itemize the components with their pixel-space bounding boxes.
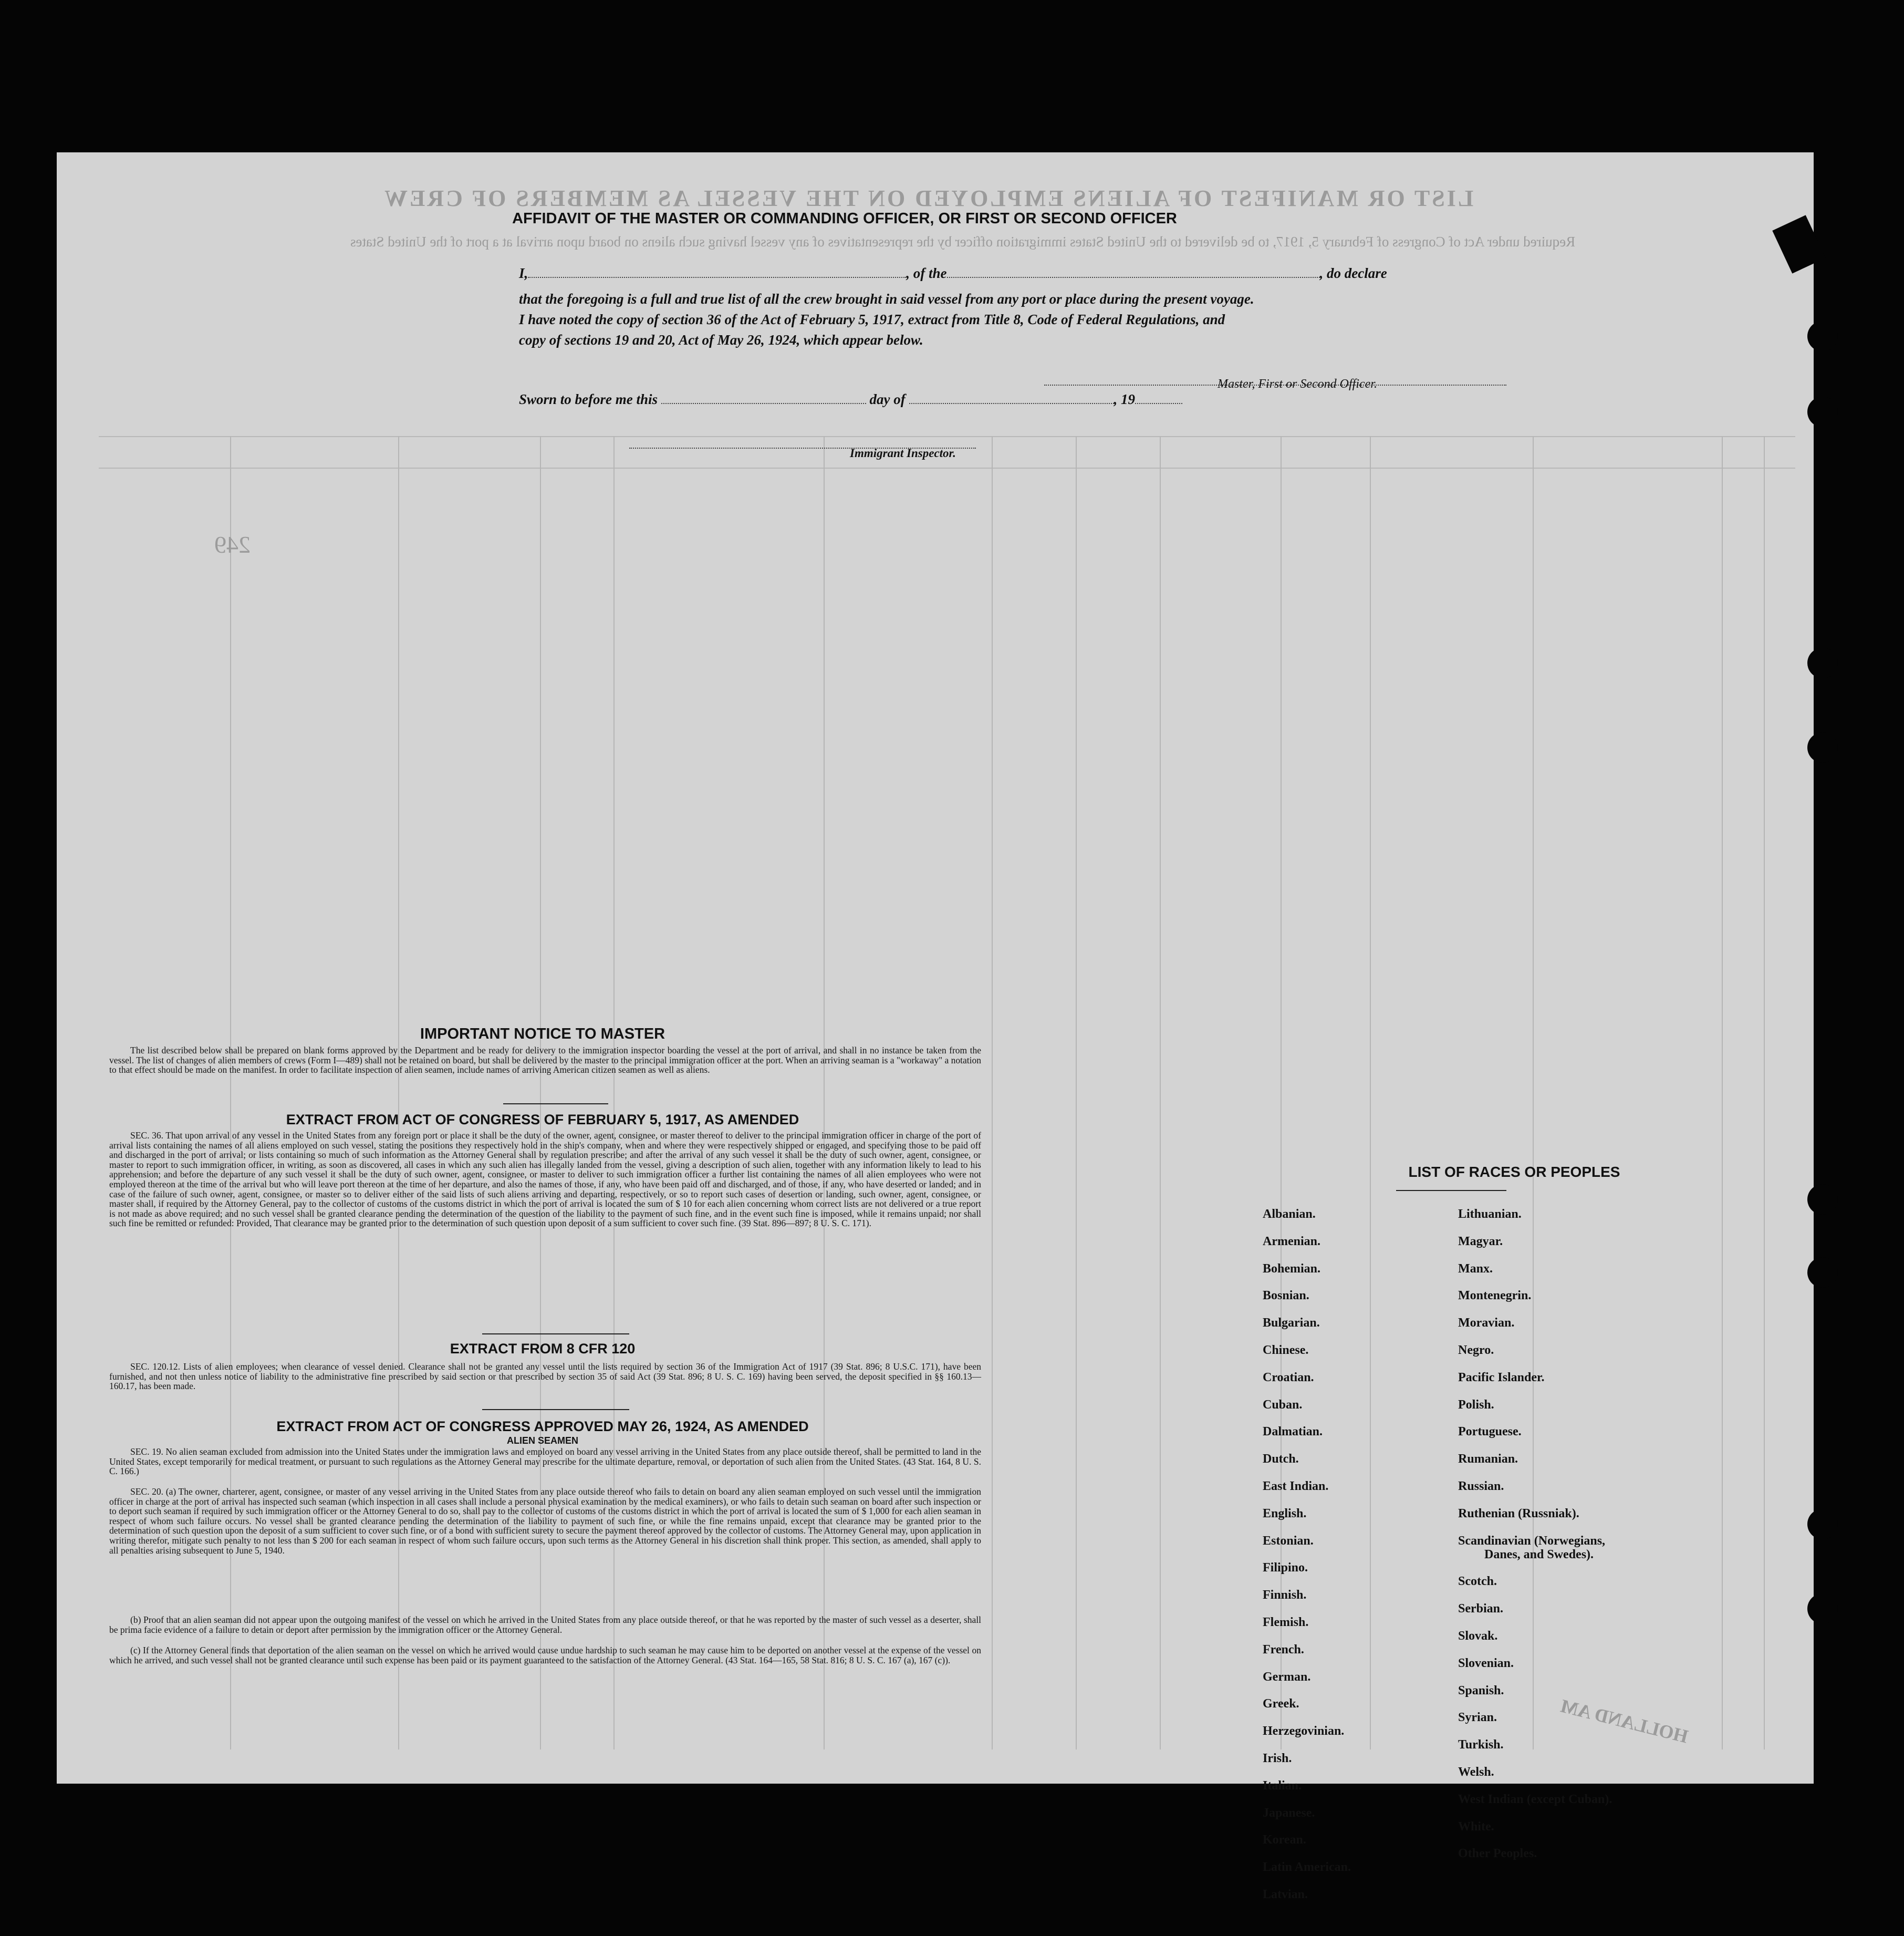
extract-cfr-title: EXTRACT FROM 8 CFR 120: [450, 1341, 636, 1357]
race-item: Cuban.: [1263, 1397, 1303, 1412]
race-item: Rumanian.: [1458, 1452, 1518, 1466]
race-item: Albanian.: [1263, 1207, 1316, 1221]
extract-1924-sec19: SEC. 19. No alien seaman excluded from admission into the United States under the immigration laws and employed on board any vessel arriving in the United States from any place outside thereof, shall be permitted to land in the United States, except temporarily for medical treatment, or pursuant to such regulations as the Attorney General may prescribe for the ultimate departure, removal, or deportation of such alien from the United States. (43 Stat. 164, 8 U. S. C. 166.): [109, 1446, 981, 1477]
races-divider: [1396, 1190, 1506, 1191]
notice-text: The list described below shall be prepared on blank forms approved by the Department and be ready for delivery to the immigration inspector boarding the vessel at the port of arrival, and shall in no instance be taken from the vessel. The list of changes of alien members of crews (Form I—489) shall not be retained on board, but shall be delivered by the master to the principal immigration officer at the port. When an arriving seaman is a "workaway" a notation to that effect should be made on the manifest. In order to facilitate inspection of alien seamen, include names of arriving American citizen seamen as well as aliens.: [109, 1045, 981, 1075]
table-column-rule: [1160, 436, 1161, 1749]
day-of-label: day of: [869, 391, 906, 407]
race-item: Slovak.: [1458, 1629, 1498, 1643]
race-item: Negro.: [1458, 1343, 1494, 1357]
bleed-through-subtitle: Required under Act of Congress of February 5, 1917, to be delivered to the United States immigration officer by the representatives of any vessel having such aliens on board upon arrival at a port of the United States: [350, 234, 1576, 250]
declaration-of-the: , of the: [906, 265, 947, 281]
binder-hole: [1807, 1257, 1838, 1288]
extract-1917-text: SEC. 36. That upon arrival of any vessel in the United States from any foreign port or place it shall be the duty of the owner, agent, consignee, or master thereof to deliver to the principal immigration officer in charge of the port of arrival lists containing the names of all aliens employed on such vessel, stating the positions they respectively hold in the ship's company, when and where they were respectively shipped or engaged, and specifying those to be paid off and discharged in the port of arrival; or lists containing so much of such information as the Attorney General shall by regulation prescribe; and after the arrival of any such vessel it shall be the duty of such owner, agent, consignee, or master to report to such immigration officer, in writing, as soon as discovered, all cases in which any such alien has illegally landed from the vessel, giving a description of such alien, together with any information likely to lead to his apprehension; and before the departure of any such vessel it shall be the duty of such owner, agent, consignee, or master to deliver to such immigration officer a further list containing the names of all alien employees who were not employed thereon at the time of the arrival but who will leave port thereon at the time of her departure, and also the names of those, if any, who have been paid off and discharged, and of those, if any, who have deserted or landed; and in case of the failure of such owner, agent, consignee, or master so to deliver either of the said lists of such aliens arriving and departing, respectively, or so to report such cases of desertion or landing, such owner, agent, consignee, or master shall, if required by the Attorney General, pay to the collector of customs of the customs district in which the port of arrival is located the sum of $ 10 for each alien concerning whom correct lists are not delivered or a true report is not made as above required; and no such vessel shall be granted clearance pending the determination of the question of the liability to the payment of such fine, and in the event such fine is imposed, while it remains unpaid; nor shall such fine be remitted or refunded: Provided, That clearance may be granted prior to the determination of such question upon deposit of a sum sufficient to cover such fine. (39 Stat. 896—897; 8 U. S. C. 171).: [109, 1130, 981, 1229]
race-item: Dutch.: [1263, 1452, 1299, 1466]
races-column-1: [1263, 1207, 1351, 1915]
year-label: , 19: [1114, 391, 1136, 407]
race-item: Slovenian.: [1458, 1656, 1514, 1670]
extract-1917-title: EXTRACT FROM ACT OF CONGRESS OF FEBRUARY 5, 1917, AS AMENDED: [286, 1112, 799, 1127]
binder-hole: [1807, 648, 1838, 678]
inspector-label: Immigrant Inspector.: [850, 447, 956, 460]
race-item: Ruthenian (Russniak).: [1458, 1506, 1579, 1520]
race-item: Scotch.: [1458, 1575, 1497, 1589]
race-item: Bulgarian.: [1263, 1316, 1320, 1330]
race-item: Finnish.: [1263, 1588, 1307, 1602]
extract-1924-sec20b: (b) Proof that an alien seaman did not appear upon the outgoing manifest of the vessel on which he arrived in the United States from any place outside thereof, or that he was reported by the master of such vessel as a deserter, shall be prima facie evidence of a failure to detain or deport after permission by the immigration officer or the Attorney General.: [109, 1614, 981, 1635]
declaration-line-1: [519, 265, 1387, 282]
race-item: Japanese.: [1263, 1806, 1315, 1820]
race-item: Syrian.: [1458, 1711, 1497, 1725]
binder-hole: [1807, 732, 1838, 763]
race-item: English.: [1263, 1506, 1307, 1520]
extract-1924-sec20c: (c) If the Attorney General finds that deportation of the alien seaman on the vessel on which he arrived would cause undue hardship to such seaman he may cause him to be deported on another vessel at the expense of the vessel on which he arrived, and such vessel shall not be granted clearance until such expense has been paid or its payment guaranteed to the satisfaction of the Attorney General. (43 Stat. 164—165, 58 Stat. 816; 8 U. S. C. 167 (a), 167 (c)).: [109, 1645, 981, 1665]
notice-divider: [503, 1103, 608, 1104]
race-item: West Indian (except Cuban).: [1458, 1792, 1612, 1806]
table-column-rule: [1076, 436, 1077, 1749]
race-item: Turkish.: [1458, 1738, 1504, 1752]
race-item: Latin American.: [1263, 1860, 1351, 1875]
race-item: Herzegovinian.: [1263, 1724, 1345, 1738]
race-item: Other Peoples.: [1458, 1847, 1537, 1861]
binder-hole: [1807, 1593, 1838, 1624]
race-item: Irish.: [1263, 1751, 1292, 1765]
affidavit-title: AFFIDAVIT OF THE MASTER OR COMMANDING OFFICER, OR FIRST OR SECOND OFFICER: [512, 210, 1177, 227]
race-item: Moravian.: [1458, 1316, 1515, 1330]
month-blank: [909, 391, 1114, 404]
race-item: Russian.: [1458, 1479, 1504, 1493]
extract-cfr-text: SEC. 120.12. Lists of alien employees; when clearance of vessel denied. Clearance shall not be granted any vessel until the lists required by section 36 of the Immigration Act of 1917 (39 Stat. 896; 8 U.S.C. 171), have been furnished, and not then unless notice of liability to the administrative fine prescribed by said section or that prescribed by section 35 of said Act (39 Stat. 896; 8 U. S. C. 169) having been served, the deposit specified in §§ 160.13—160.17, has been made.: [109, 1361, 981, 1392]
sworn-line: [519, 391, 1182, 408]
race-item: Armenian.: [1263, 1234, 1320, 1248]
race-item: White.: [1458, 1819, 1494, 1834]
race-item: Scandinavian (Norwegians,: [1458, 1534, 1606, 1548]
table-column-rule: [1764, 436, 1765, 1749]
name-blank: [528, 265, 906, 278]
race-item: Serbian.: [1458, 1602, 1504, 1616]
race-item: German.: [1263, 1670, 1311, 1684]
race-item: Dalmatian.: [1263, 1425, 1323, 1439]
binder-hole: [1807, 1184, 1838, 1215]
vessel-blank: [947, 265, 1320, 278]
bleed-through-stamp: HOLLAND AM: [1558, 1695, 1691, 1747]
race-item: Montenegrin.: [1458, 1289, 1532, 1303]
race-item: Flemish.: [1263, 1615, 1309, 1629]
declaration-line-3: I have noted the copy of section 36 of the Act of February 5, 1917, extract from Title 8, Code of Federal Regulations, and: [519, 312, 1225, 327]
race-item: Magyar.: [1458, 1234, 1503, 1248]
declaration-i: I,: [519, 265, 528, 281]
extract-1924-sec20a: SEC. 20. (a) The owner, charterer, agent, consignee, or master of any vessel arriving in the United States from any place outside thereof who fails to detain on board any alien seaman employed on such vessel until the immigration officer in charge at the port of arrival has inspected such seaman (which inspection in all cases shall include a personal physical examination by the medical examiners), or who fails to detain such seaman on board after such inspection or to deport such seaman if required by such immigration officer or the Attorney General to do so, shall pay to the collector of customs of the customs district in which the port of arrival is located the sum of $ 1,000 for each alien seaman in respect of whom such failure occurs. No vessel shall be granted clearance pending the determination of the liability to payment of such fine, or while the fine remains unpaid, except that clearance may be granted prior to the determination of such question upon the deposit of a sum sufficient to cover such fine, or of a bond with sufficient surety to secure the payment thereof approved by the collector of customs. The Attorney General may, upon application in writing therefor, mitigate such penalty to not less than $ 200 for each seaman in respect of whom such failure occurs, upon such terms as the Attorney General in his discretion shall think proper. This section, as amended, shall apply to all penalties arising subsequent to June 5, 1940.: [109, 1486, 981, 1556]
table-column-rule: [1370, 436, 1371, 1749]
table-column-rule: [992, 436, 993, 1749]
binder-hole: [1807, 321, 1838, 351]
table-header-rule: [99, 468, 1795, 469]
sworn-label: Sworn to before me this: [519, 391, 658, 407]
notice-title: IMPORTANT NOTICE TO MASTER: [420, 1026, 665, 1042]
race-item: Chinese.: [1263, 1343, 1309, 1357]
race-item: Korean.: [1263, 1833, 1306, 1847]
extract-1917-divider: [482, 1333, 629, 1334]
race-item: Greek.: [1263, 1697, 1299, 1711]
extract-1924-subtitle: ALIEN SEAMEN: [506, 1435, 578, 1446]
bleed-through-page-mark: 249: [214, 531, 251, 558]
races-column-2: [1458, 1207, 1612, 1874]
race-item: Portuguese.: [1458, 1425, 1522, 1439]
race-item: French.: [1263, 1642, 1304, 1657]
race-item: Danes, and Swedes).: [1484, 1547, 1594, 1561]
extract-1924-title: EXTRACT FROM ACT OF CONGRESS APPROVED MAY 26, 1924, AS AMENDED: [276, 1419, 809, 1434]
race-item: Pacific Islander.: [1458, 1370, 1545, 1384]
race-item: Lithuanian.: [1458, 1207, 1522, 1221]
race-item: Filipino.: [1263, 1561, 1308, 1575]
races-title: LIST OF RACES OR PEOPLES: [1408, 1164, 1620, 1180]
year-blank: [1135, 391, 1182, 404]
race-item: Latvian.: [1263, 1887, 1308, 1901]
bleed-through-title: LIST OR MANIFEST OF ALIENS EMPLOYED ON THE VESSEL AS MEMBERS OF CREW: [382, 185, 1474, 211]
race-item: Welsh.: [1458, 1765, 1494, 1779]
race-item: Italian.: [1263, 1778, 1302, 1793]
race-item: Bosnian.: [1263, 1289, 1309, 1303]
extract-cfr-divider: [482, 1409, 629, 1410]
race-item: East Indian.: [1263, 1479, 1329, 1493]
race-item: Manx.: [1458, 1261, 1493, 1276]
day-blank: [661, 391, 866, 404]
race-item: Polish.: [1458, 1397, 1494, 1412]
race-item: Spanish.: [1458, 1683, 1504, 1697]
race-item: Bohemian.: [1263, 1261, 1321, 1276]
officer-label: Master, First or Second Officer.: [1218, 377, 1377, 391]
table-column-rule: [1722, 436, 1723, 1749]
document-page: [57, 152, 1814, 1901]
race-item: Estonian.: [1263, 1534, 1314, 1548]
race-item: Croatian.: [1263, 1370, 1314, 1384]
binder-hole: [1807, 397, 1838, 427]
declaration-line-4: copy of sections 19 and 20, Act of May 26, 1924, which appear below.: [519, 332, 923, 348]
binder-hole: [1807, 1509, 1838, 1539]
declaration-do-declare: , do declare: [1319, 265, 1387, 281]
declaration-line-2: that the foregoing is a full and true list of all the crew brought in said vessel from any port or place during the present voyage.: [519, 291, 1254, 307]
